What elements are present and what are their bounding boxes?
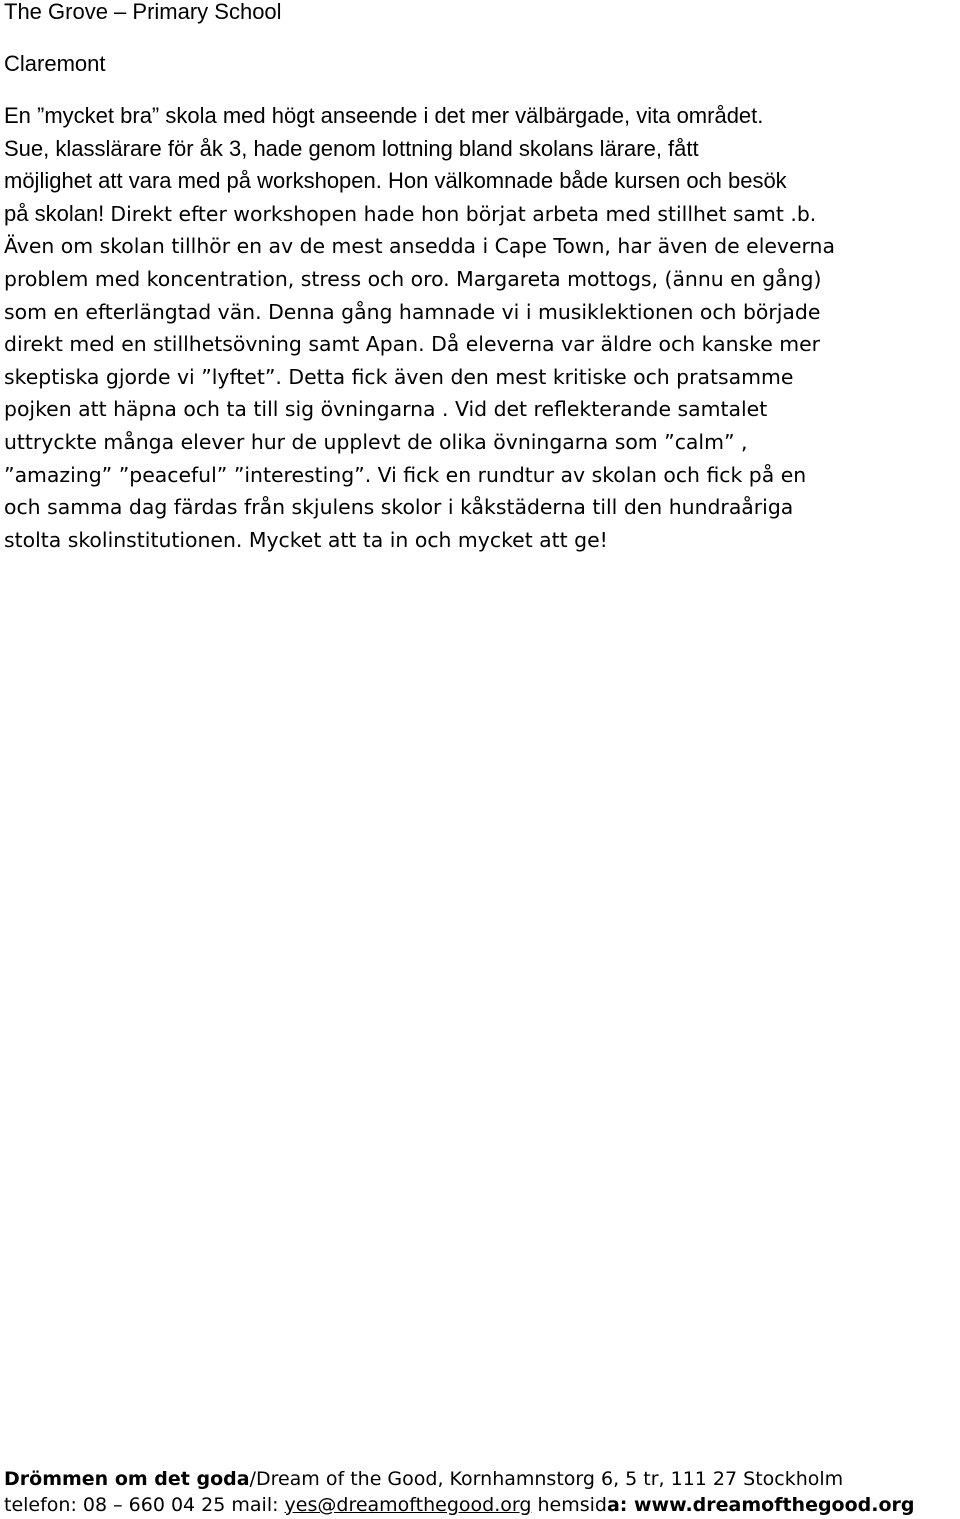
paragraph-line — [4, 491, 960, 524]
document-subtitle: Claremont — [4, 51, 106, 76]
document-title: The Grove – Primary School — [4, 0, 282, 24]
footer-org-name: Drömmen om det goda — [4, 1468, 250, 1490]
paragraph-text-segment: möjlighet att vara med på workshopen. Hon välkomnade både kursen och besök — [4, 168, 787, 194]
paragraph-text-segment: skeptiska gjorde vi ”lyftet”. Detta fick även den mest kritiske och pratsamme — [4, 364, 794, 389]
paragraph-text-segment: pojken att häpna och ta till sig övningarna . Vid det reflekterande samtalet — [4, 397, 768, 422]
paragraph-text-segment: som en efterlängtad vän. Denna gång hamnade vi i musiklektionen och började — [4, 299, 821, 324]
footer-address: /Dream of the Good, Kornhamnstorg 6, 5 tr, 111 27 Stockholm — [249, 1468, 844, 1490]
paragraph-line — [4, 426, 960, 459]
paragraph-line — [4, 198, 960, 231]
paragraph-line — [4, 459, 960, 492]
paragraph-text-segment: Även om skolan tillhör en av de mest ansedda i Cape Town, har även de eleverna — [4, 234, 835, 259]
paragraph-line — [4, 165, 960, 198]
body-paragraph — [4, 100, 960, 556]
paragraph-text-segment: problem med koncentration, stress och oro. Margareta mottogs, (ännu en gång) — [4, 266, 822, 291]
paragraph-line — [4, 263, 960, 296]
paragraph-text-segment: direkt med en stillhetsövning samt Apan. Då eleverna var äldre och kanske mer — [4, 332, 821, 357]
footer — [4, 1466, 958, 1518]
paragraph-line — [4, 230, 960, 263]
footer-contact-line — [4, 1492, 958, 1518]
paragraph-line — [4, 328, 960, 361]
paragraph-line — [4, 296, 960, 329]
footer-email-link[interactable]: yes@dreamofthegood.org — [284, 1494, 532, 1516]
paragraph-line — [4, 393, 960, 426]
paragraph-text-segment: och samma dag färdas från skjulens skolor i kåkstäderna till den hundraåriga — [4, 495, 794, 520]
paragraph-text-segment: ”amazing” ”peaceful” ”interesting”. Vi fick en rundtur av skolan och fick på en — [4, 462, 807, 487]
paragraph-text-segment: En ”mycket bra” skola med högt anseende i det mer välbärgade, vita området. — [4, 103, 764, 128]
footer-phone: telefon: 08 – 660 04 25 mail: — [4, 1494, 285, 1516]
paragraph-line — [4, 133, 960, 166]
paragraph-text-segment: stolta skolinstitutionen. Mycket att ta in och mycket att ge! — [4, 527, 608, 552]
paragraph-text-segment: Sue, klasslärare för åk 3, hade genom lottning bland skolans lärare, fått — [4, 135, 699, 161]
footer-website-link[interactable]: www.dreamofthegood.org — [634, 1494, 915, 1516]
paragraph-line — [4, 524, 960, 557]
footer-homepage-label-bold: a: — [606, 1494, 634, 1516]
paragraph-line — [4, 100, 960, 133]
footer-address-line — [4, 1466, 958, 1492]
paragraph-line — [4, 361, 960, 394]
footer-homepage-label: hemsid — [531, 1494, 607, 1516]
paragraph-text-segment: på skolan! — [4, 200, 111, 226]
paragraph-text-segment: uttryckte många elever hur de upplevt de olika övningarna som ”calm” , — [4, 429, 748, 454]
paragraph-text-segment: Direkt efter workshopen hade hon börjat arbeta med stillhet samt .b. — [110, 201, 817, 226]
